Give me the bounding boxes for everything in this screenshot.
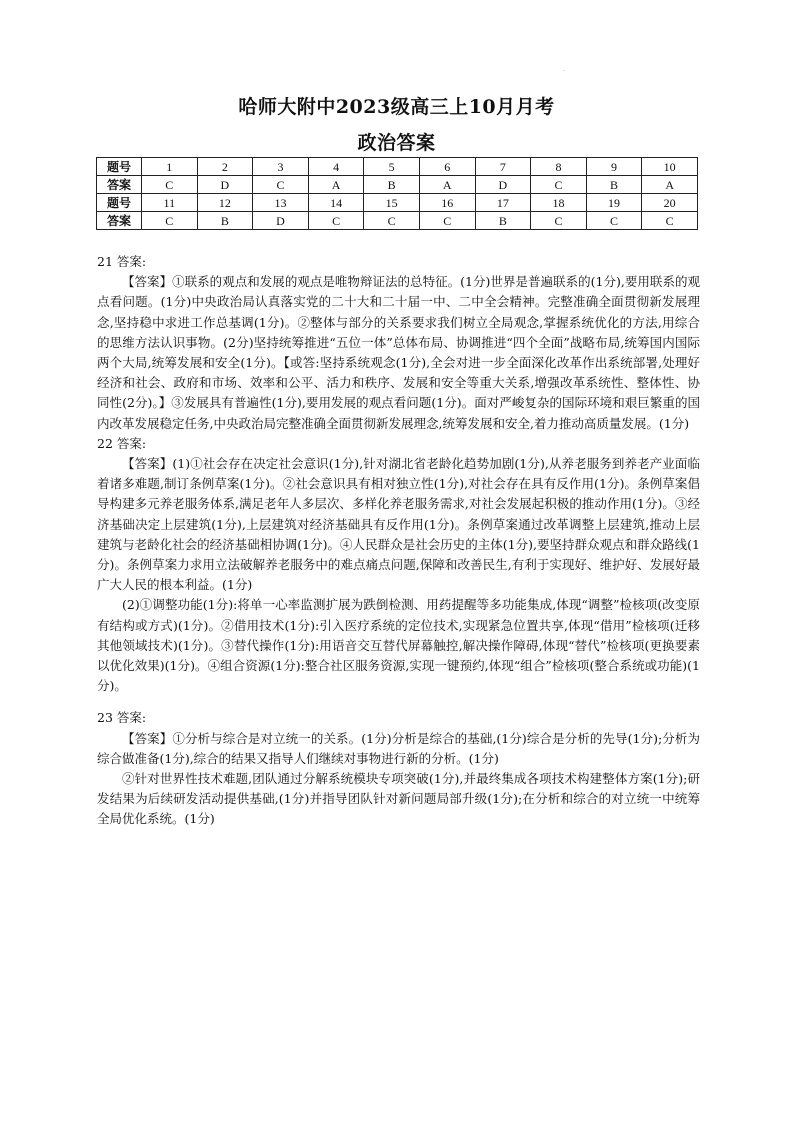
table-cell: C	[419, 212, 475, 230]
q21-answer: 【答案】①联系的观点和发展的观点是唯物辩证法的总特征。(1分)世界是普遍联系的(1分),要用联系的观点看问题。(1分)中央政治局认真落实党的二十大和二十届一中、二中全会精神。完整准确全面贯彻新发展理念,坚持稳中求进工作总基调(1分)。②整体与部分的关系要求我们树立全局观念,掌握系统优化的方法,用综合的思维方法认识事物。(2分)坚持统筹推进“五位一体”总体布局、协调推进“四个全面”战略布局,统筹国内国际两个大局,统筹发展和安全(1分)。【或答:坚持系统观念(1分),全会对进一步全面深化改革作出系统部署,处理好经济和社会、政府和市场、效率和公平、活力和秩序、发展和安全等重大关系,增强改革系统性、整体性、协同性(2分)。】③发展具有普遍性(1分),要用发展的观点看问题(1分)。面对严峻复杂的国际环境和艰巨繁重的国内改革发展稳定任务,中央政治局完整准确全面贯彻新发展理念,统筹发展和安全,着力推动高质量发展。(1分)	[97, 274, 700, 431]
table-cell: 5	[364, 158, 420, 176]
exam-subtitle: 政治答案	[357, 132, 436, 154]
table-cell: 8	[531, 158, 587, 176]
table-cell: C	[308, 212, 364, 230]
table-cell: 15	[364, 194, 420, 212]
q23-answer-part1: 【答案】①分析与综合是对立统一的关系。(1分)分析是综合的基础,(1分)综合是分析的先导(1分);分析为综合做准备(1分),综合的结果又指导人们继续对事物进行新的分析。(1分)	[97, 730, 700, 766]
table-cell: B	[475, 212, 531, 230]
answer-table	[96, 157, 698, 230]
table-cell: C	[142, 176, 198, 194]
table-cell: A	[419, 176, 475, 194]
table-row	[97, 194, 698, 212]
table-cell: 10	[642, 158, 698, 176]
table-cell: C	[142, 212, 198, 230]
table-cell: 12	[197, 194, 253, 212]
table-cell: D	[475, 176, 531, 194]
table-cell: 16	[419, 194, 475, 212]
table-cell: B	[197, 212, 253, 230]
table-cell: 9	[586, 158, 642, 176]
table-cell: B	[364, 176, 420, 194]
q21-heading: 21 答案:	[97, 254, 147, 269]
table-row	[97, 212, 698, 230]
q22-answer-part1: 【答案】(1)①社会存在决定社会意识(1分),针对湖北省老龄化趋势加剧(1分),从养老服务到养老产业面临着诸多难题,制订条例草案(1分)。②社会意识具有相对独立性(1分),对社会存在具有反作用(1分)。条例草案倡导构建多元养老服务体系,满足老年人多层次、多样化养老服务需求,对社会发展起积极的推动作用(1分)。③经济基础决定上层建筑(1分),上层建筑对经济基础具有反作用(1分)。条例草案通过改革调整上层建筑,推动上层建筑与老龄化社会的经济基础相协调(1分)。④人民群众是社会历史的主体(1分),要坚持群众观点和群众路线(1分)。条例草案力求用立法破解养老服务中的难点痛点问题,保障和改善民生,有利于实现好、维护好、发展好最广大人民的根本利益。(1分)	[97, 456, 700, 593]
table-cell: 7	[475, 158, 531, 176]
table-row	[97, 158, 698, 176]
table-cell: D	[253, 212, 309, 230]
q22-answer-part2: (2)①调整功能(1分):将单一心率监测扩展为跌倒检测、用药提醒等多功能集成,体现“调整”检核项(改变原有结构或方式)(1分)。②借用技术(1分):引入医疗系统的定位技术,实现紧急位置共享,体现“借用”检核项(迁移其他领域技术)(1分)。③替代操作(1分):用语音交互替代屏幕触控,解决操作障碍,体现“替代”检核项(更换要素以优化效果)(1分)。④组合资源(1分):整合社区服务资源,实现一键预约,体现“组合”检核项(整合系统或功能)(1分)。	[97, 597, 700, 694]
exam-title: 哈师大附中2023级高三上10月月考	[238, 96, 555, 118]
table-cell: 4	[308, 158, 364, 176]
table-cell: 18	[531, 194, 587, 212]
table-cell: B	[586, 176, 642, 194]
q23-heading: 23 答案:	[97, 710, 147, 726]
table-cell: D	[197, 176, 253, 194]
table-cell: 2	[197, 158, 253, 176]
table-cell: 14	[308, 194, 364, 212]
table-cell: 3	[253, 158, 309, 176]
row-label: 题号	[97, 194, 142, 212]
table-cell: C	[253, 176, 309, 194]
q23-answer-part2: ②针对世界性技术难题,团队通过分解系统模块专项突破(1分),并最终集成各项技术构建整体方案(1分);研发结果为后续研发活动提供基础,(1分)并指导团队针对新问题局部升级(1分);在分析和综合的对立统一中统筹全局优化系统。(1分)	[97, 771, 700, 827]
spacer	[97, 696, 700, 708]
table-cell: 17	[475, 194, 531, 212]
table-cell: 20	[642, 194, 698, 212]
row-label: 答案	[97, 176, 142, 194]
scan-dot: .	[563, 66, 565, 73]
table-cell: 6	[419, 158, 475, 176]
table-cell: 13	[253, 194, 309, 212]
table-cell: C	[531, 212, 587, 230]
table-cell: A	[642, 176, 698, 194]
table-cell: 11	[142, 194, 198, 212]
answer-content	[97, 252, 700, 830]
table-cell: A	[308, 176, 364, 194]
table-cell: C	[642, 212, 698, 230]
row-label: 答案	[97, 212, 142, 230]
table-cell: 1	[142, 158, 198, 176]
row-label: 题号	[97, 158, 142, 176]
table-cell: C	[531, 176, 587, 194]
table-row	[97, 176, 698, 194]
table-cell: 19	[586, 194, 642, 212]
table-cell: C	[364, 212, 420, 230]
table-cell: C	[586, 212, 642, 230]
q22-heading: 22 答案:	[97, 435, 147, 451]
